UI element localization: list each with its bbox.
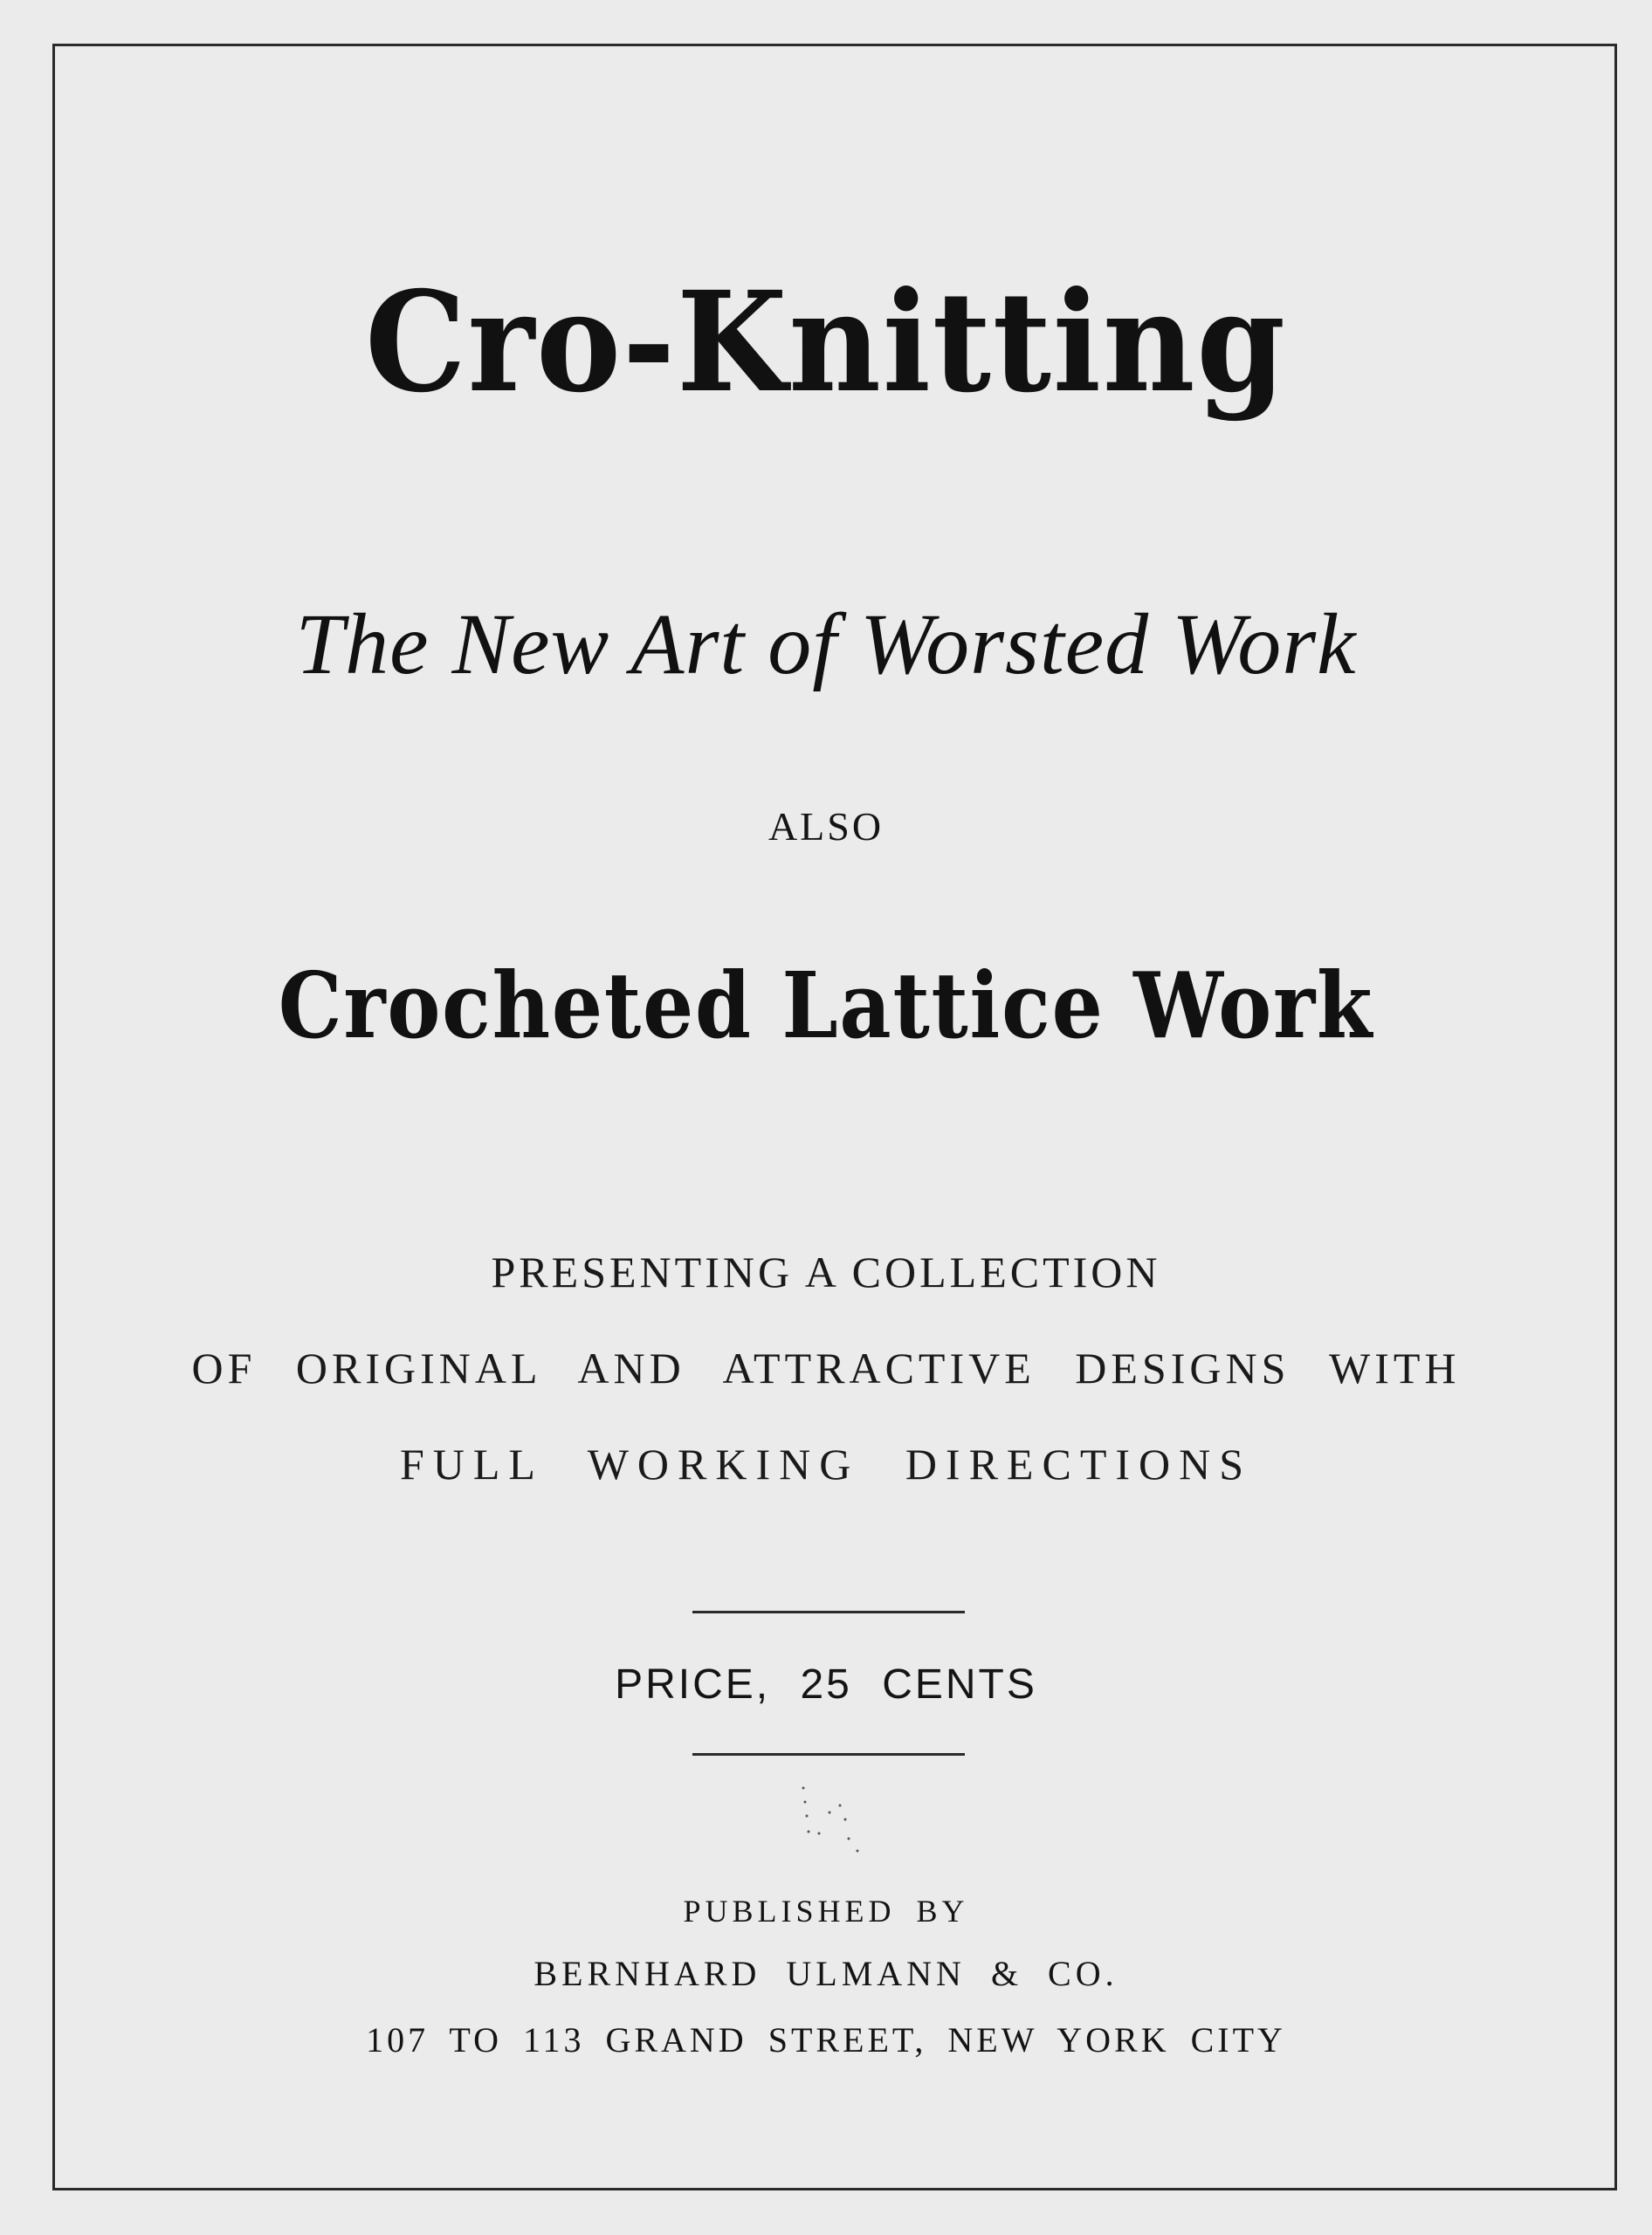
- description-line-1: PRESENTING A COLLECTION: [491, 1248, 1161, 1296]
- publisher-name: BERNHARD ULMANN & CO.: [533, 1954, 1119, 1993]
- price-text: PRICE, 25 CENTS: [615, 1661, 1037, 1708]
- secondary-title: Crocheted Lattice Work: [278, 952, 1374, 1059]
- description-line-2: OF ORIGINAL AND ATTRACTIVE DESIGNS WITH: [191, 1344, 1461, 1393]
- book-subtitle: The New Art of Worsted Work: [295, 595, 1357, 692]
- library-stamp-mark: [795, 1781, 864, 1868]
- published-by-label: PUBLISHED BY: [683, 1894, 969, 1929]
- divider-rule-bottom: [692, 1753, 965, 1756]
- divider-rule-top: [692, 1611, 965, 1613]
- publisher-address: 107 TO 113 GRAND STREET, NEW YORK CITY: [366, 2020, 1286, 2060]
- connector-text: ALSO: [767, 804, 885, 849]
- book-title: Cro-Knitting: [365, 262, 1287, 423]
- description-line-3: FULL WORKING DIRECTIONS: [399, 1440, 1253, 1489]
